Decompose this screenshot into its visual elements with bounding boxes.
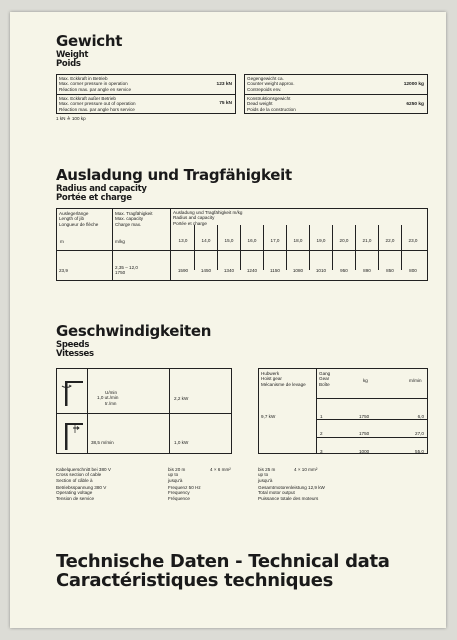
operating-voltage-label: Betriebsspannung 380 V Operating voltage Tension de service: [56, 485, 107, 501]
weight-values-box: [244, 74, 428, 114]
gear-1-number: 1: [320, 414, 323, 419]
radius-cell: 13,0: [178, 238, 188, 243]
load-cell: 1450: [200, 268, 212, 273]
load-cell: 1080: [292, 268, 304, 273]
unit-conversion-note: 1 kN ≙ 100 kp: [56, 116, 86, 121]
gear-2-kg: 1750: [359, 431, 370, 436]
hoist-gear-label: Hubwerk Hoist gear Mécanisme de levage: [261, 371, 306, 387]
jib-length-header: Auslegerlänge Length of jib Longueur de flèche: [59, 211, 99, 227]
frequency-label: Frequenz 50 Hz Frequency Fréquence: [168, 485, 201, 501]
trolley-power-value: 1,0 kW: [174, 440, 189, 445]
radius-values-row: [57, 238, 427, 246]
load-cell: 800: [409, 268, 417, 273]
footer-title-line2: Caractéristiques techniques: [56, 570, 334, 591]
max-capacity-unit: m/kg: [115, 239, 125, 244]
corner-pressure-out-of-operation-value: 75 kN: [219, 101, 232, 106]
radius-subtitle-fr: Portée et charge: [56, 193, 132, 203]
total-motor-output-label: Gesamtmotorenleistung 12,9 kW Total motor output Puissance totale des moteurs: [258, 485, 325, 501]
radius-title: Ausladung und Tragfähigkeit: [56, 166, 292, 184]
radius-cell: 23,0: [408, 238, 418, 243]
kg-header: kg: [363, 378, 368, 383]
trolley-crane-icon: [60, 419, 84, 451]
document-page: [10, 12, 446, 628]
corner-pressure-operation-label: Max. Eckkraft in Betrieb Max. corner pressure in operation Réaction max. par angle en service: [59, 76, 132, 92]
jib-length-unit: m: [60, 239, 64, 244]
cable-up-to-20m-value: 4 × 6 mm²: [210, 467, 231, 472]
hoist-power-value: 9,7 kW: [261, 414, 276, 419]
corner-pressure-operation-value: 123 kN: [216, 82, 232, 87]
radius-cell: 19,0: [316, 238, 326, 243]
counter-weight-label: Gegengewicht ca. Counter weight approx. Contrepoids env.: [247, 76, 295, 92]
gear-header: Gang Gear Boîte: [319, 371, 331, 387]
speeds-title: Geschwindigkeiten: [56, 322, 212, 340]
weight-subtitle-fr: Poids: [56, 59, 81, 69]
max-capacity-value: 2,35 – 12,0 1750: [115, 265, 138, 276]
radius-cell: 15,0: [224, 238, 234, 243]
slew-speed-label: U/min 1,0 ut./min tr./mn: [97, 390, 119, 406]
slew-power-value: 2,2 kW: [174, 396, 189, 401]
load-cell: 1150: [270, 268, 280, 273]
speeds-subtitle-en: Speeds: [56, 340, 90, 350]
gear-1-kg: 1750: [359, 414, 370, 419]
load-cell: 890: [363, 268, 371, 273]
gear-3-number: 3: [320, 449, 323, 454]
load-values-row: [57, 268, 427, 276]
speeds-subtitle-fr: Vitesses: [56, 349, 94, 359]
radius-cell: 22,0: [385, 238, 395, 243]
max-capacity-header: Max. Tragfähigkeit Max. capacity Charge max.: [115, 211, 153, 227]
jib-length-value: 23,9: [59, 268, 68, 273]
gear-2-number: 2: [320, 431, 323, 436]
load-cell: 1010: [315, 268, 327, 273]
radius-cell: 17,0: [270, 238, 280, 243]
slew-trolley-table: [56, 368, 232, 454]
cable-cross-section-label: Kabelquerschnitt bei 380 V Cross section of cable Section of câble à: [56, 467, 111, 483]
cable-up-to-25m-label: bis 25 m up to jusqu'à: [258, 467, 276, 483]
load-cell: 1240: [246, 268, 258, 273]
radius-cell: 18,0: [293, 238, 303, 243]
dead-weight-value: 6250 kg: [406, 102, 424, 107]
radius-cell: 14,0: [201, 238, 211, 243]
speed-unit-header: m/min: [409, 378, 422, 383]
cable-up-to-25m-value: 4 × 10 mm²: [294, 467, 318, 472]
gear-3-kg: 1000: [359, 449, 370, 454]
counter-weight-value: 12000 kg: [403, 82, 424, 87]
weight-title: Gewicht: [56, 32, 123, 50]
hoist-gear-table: [258, 368, 428, 454]
footer-title-line1: Technische Daten - Technical data: [56, 551, 390, 572]
corner-pressure-box: [56, 74, 236, 114]
load-cell: 950: [340, 268, 348, 273]
radius-capacity-header: Ausladung und Tragfähigkeit m/kg Radius and capacity Portée et charge: [173, 210, 243, 226]
radius-cell: 21,0: [362, 238, 372, 243]
load-cell: 1590: [177, 268, 189, 273]
load-cell: 850: [386, 268, 394, 273]
radius-cell: 20,0: [339, 238, 349, 243]
slewing-crane-icon: [60, 375, 84, 407]
gear-1-speed: 6,0: [417, 414, 424, 419]
weight-subtitle-en: Weight: [56, 50, 89, 60]
radius-cell: 16,0: [247, 238, 257, 243]
gear-3-speed: 55,0: [415, 449, 424, 454]
load-cell: 1340: [223, 268, 235, 273]
radius-subtitle-en: Radius and capacity: [56, 184, 147, 194]
dead-weight-label: Konstruktionsgewicht Dead weight Poids de la construction: [247, 96, 296, 112]
corner-pressure-out-of-operation-label: Max. Eckkraft außer Betrieb Max. corner pressure out of operation Réaction max. par angle hors service: [59, 96, 136, 112]
trolley-speed-value: 38,5 m/min: [91, 440, 114, 445]
capacity-table: [56, 208, 428, 281]
gear-2-speed: 27,0: [415, 431, 424, 436]
cable-up-to-20m-label: bis 20 m up to jusqu'à: [168, 467, 186, 483]
